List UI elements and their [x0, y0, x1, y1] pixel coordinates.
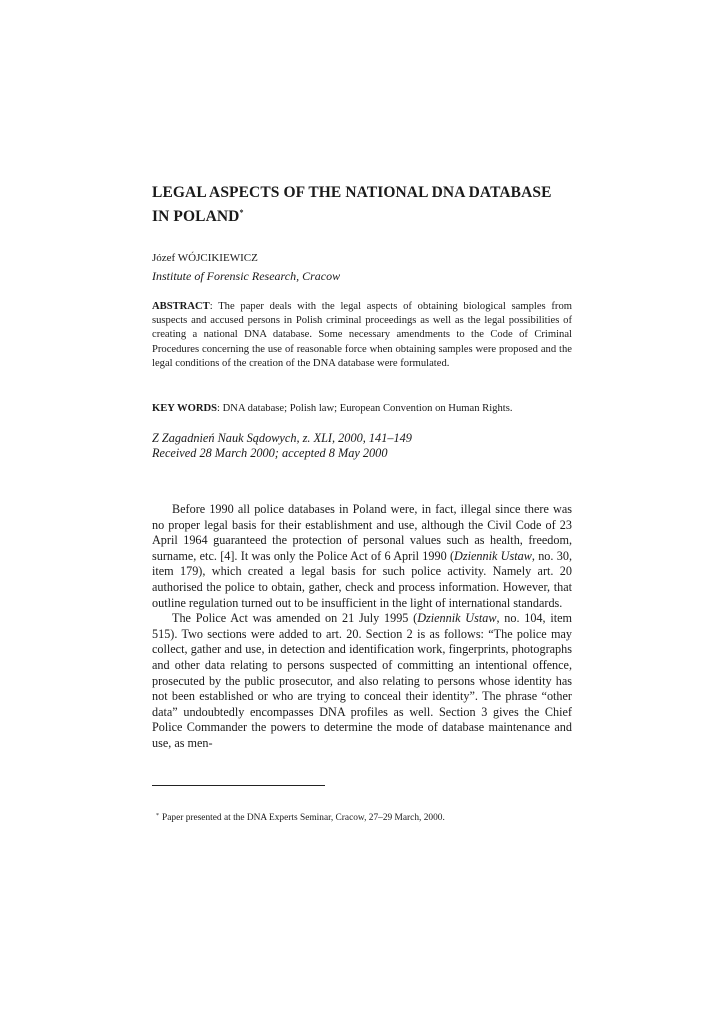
title-line-1: LEGAL ASPECTS OF THE NATIONAL DNA DATABASE — [152, 184, 552, 201]
body-paragraph-1-part-a: Before 1990 all police databases in Poland were, in fact, illegal since there was no proper legal basis for their establishment and use, although the Civil Code of 23 April 1964 guaranteed the protection of personal values such as health, freedom, surname, etc. [4]. It was only the Police Act of 6 April 1990 ( — [152, 502, 572, 563]
journal-name-italic: Dziennik Ustaw — [454, 548, 532, 563]
author-affiliation: Institute of Forensic Research, Cracow — [152, 269, 341, 283]
keywords — [152, 402, 592, 416]
abstract-text: : The paper deals with the legal aspects of obtaining biological samples from suspects and accused persons in Polish criminal proceedings as well as the legal possibilities of creating a national DNA database. Some necessary amendments to the Code of Criminal Procedures concerning the use of reasonable force when obtaining samples were proposed and the legal conditions of the creation of the DNA database were formulated. — [152, 301, 572, 369]
body-paragraph-2-part-b: , no. 104, item 515). Two sections were added to art. 20. Section 2 is as follows: “The police may collect, gather and use, in detection and identification work, fingerprints, photographs and other data relating to persons suspected of committing an intentional offence, prosecuted by the public prosecutor, and also relating to persons whose identity has not been established or who are trying to conceal their identity”. The phrase “other data” undoubtedly encompasses DNA profiles as well. Section 3 gives the Chief Police Commander the powers to determine the mode of database maintenance and use, as men- — [152, 611, 572, 750]
source-citation: Z Zagadnień Nauk Sądowych, z. XLI, 2000, 141–149 — [152, 431, 412, 445]
title-footnote-mark: * — [239, 208, 244, 217]
abstract — [152, 300, 572, 371]
body-text — [152, 502, 572, 752]
journal-name-italic: Dziennik Ustaw — [417, 611, 497, 626]
paper-title — [152, 183, 572, 227]
footnote-text: Paper presented at the DNA Experts Seminar, Cracow, 27–29 March, 2000. — [162, 813, 445, 823]
keywords-label: KEY WORDS — [152, 403, 218, 414]
title-line-2: IN POLAND — [152, 208, 240, 225]
abstract-label: ABSTRACT — [152, 301, 210, 312]
footnote — [156, 810, 445, 824]
footnote-rule — [152, 785, 325, 786]
body-paragraph-2 — [152, 611, 572, 751]
footnote-mark: * — [156, 813, 159, 819]
keywords-text: : DNA database; Polish law; European Convention on Human Rights. — [217, 403, 513, 414]
source-info — [152, 431, 412, 461]
body-paragraph-1 — [152, 502, 572, 611]
author-name: Józef WÓJCIKIEWICZ — [152, 252, 258, 264]
body-paragraph-2-part-a: The Police Act was amended on 21 July 1995 ( — [172, 611, 418, 626]
received-dates: Received 28 March 2000; accepted 8 May 2000 — [152, 446, 388, 460]
body-paragraph-1-part-b: , no. 30, item 179), which created a legal basis for such police activity. Namely art. 20 authorised the police to obtain, gather, check and process information. However, that outline regulation turned out to be insufficient in the light of international standards. — [152, 548, 572, 610]
